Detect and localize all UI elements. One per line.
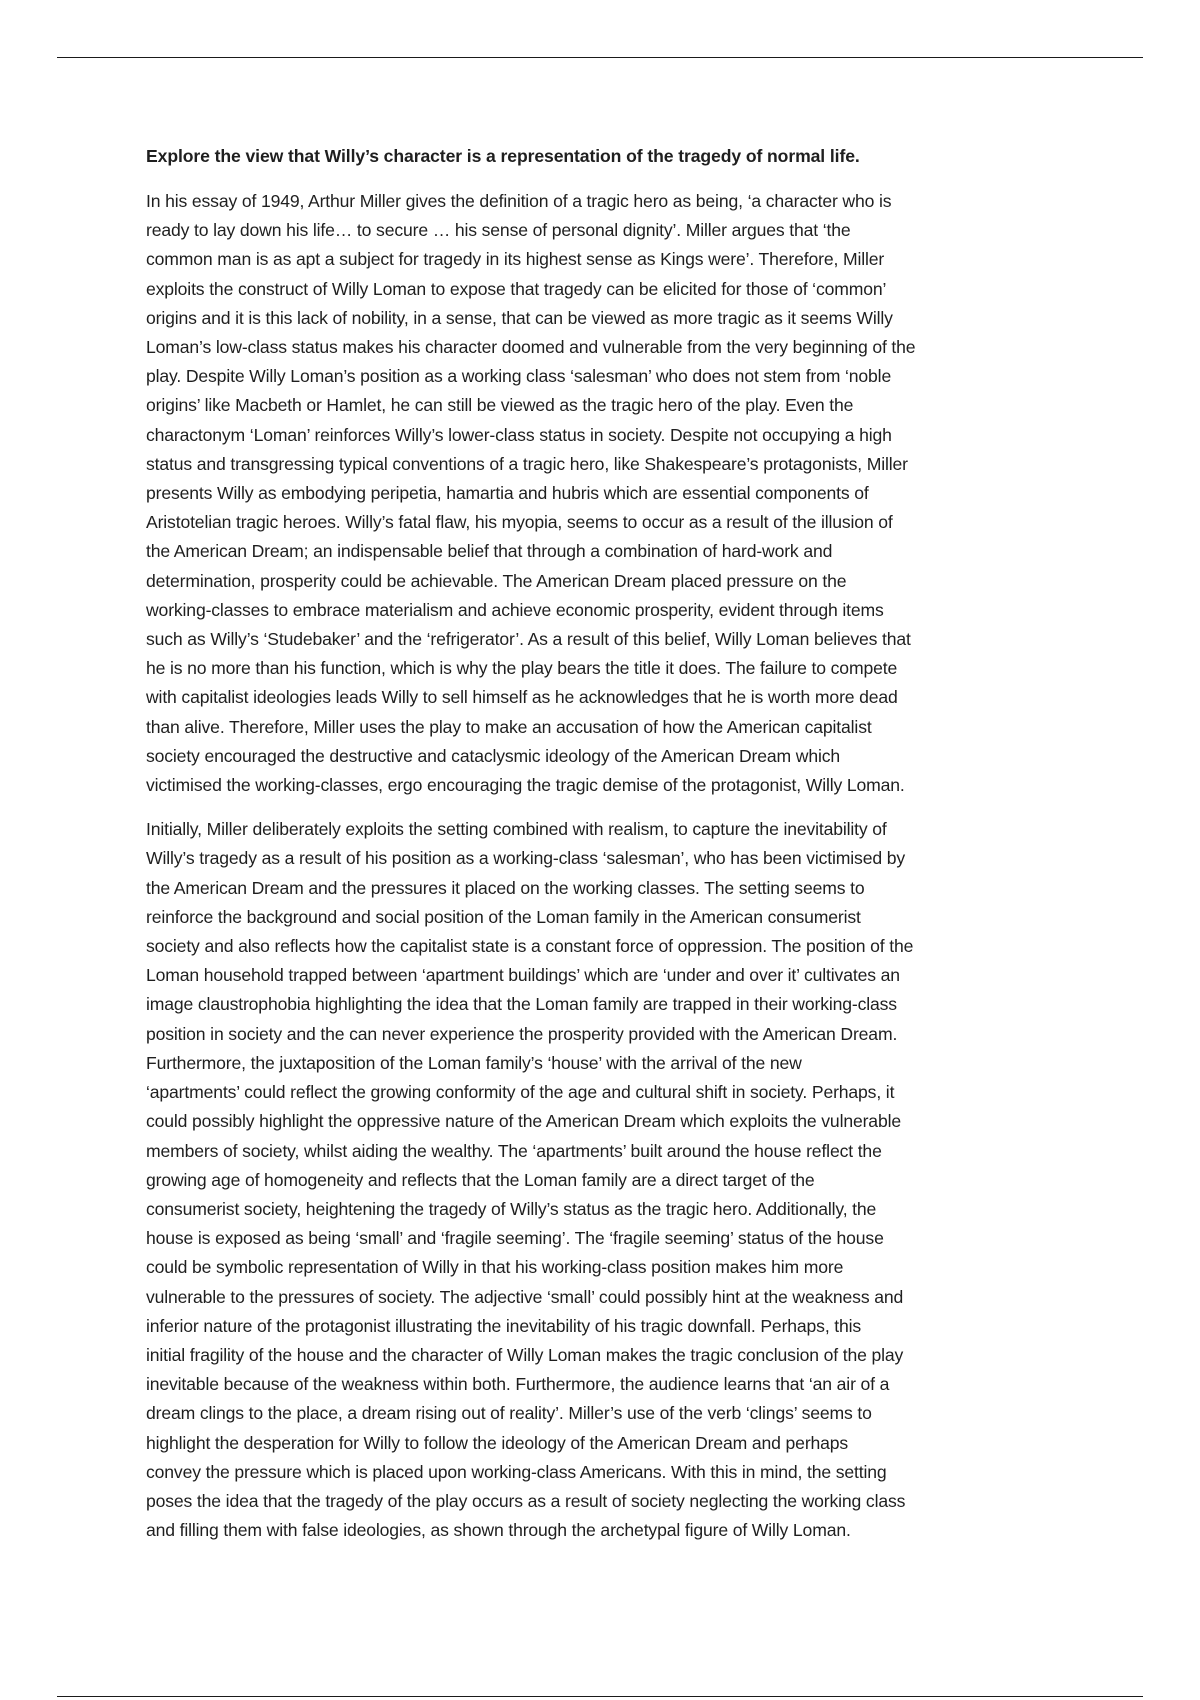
paragraph-line: image claustrophobia highlighting the idea that the Loman family are trapped in their working-class <box>146 994 897 1015</box>
paragraph-line: Loman household trapped between ‘apartment buildings’ which are ‘under and over it’ cultivates an <box>146 965 900 986</box>
paragraph-line: house is exposed as being ‘small’ and ‘fragile seeming’. The ‘fragile seeming’ status of the house <box>146 1228 884 1249</box>
paragraph-line: status and transgressing typical conventions of a tragic hero, like Shakespeare’s protagonists, Miller <box>146 453 908 474</box>
paragraph-line: common man is as apt a subject for tragedy in its highest sense as Kings were’. Therefore, Miller <box>146 249 885 270</box>
paragraph-line: play. Despite Willy Loman’s position as a working class ‘salesman’ who does not stem from ‘noble <box>146 366 892 387</box>
paragraph-line: ‘apartments’ could reflect the growing conformity of the age and cultural shift in society. Perhaps, it <box>146 1082 895 1103</box>
paragraph-line: and filling them with false ideologies, as shown through the archetypal figure of Willy Loman. <box>146 1520 851 1541</box>
paragraph-line: ready to lay down his life… to secure … his sense of personal dignity’. Miller argues that ‘the <box>146 220 851 241</box>
paragraph-2 <box>146 815 1066 1545</box>
paragraph-line: position in society and the can never experience the prosperity provided with the American Dream. <box>146 1023 898 1044</box>
paragraph-line: such as Willy’s ‘Studebaker’ and the ‘refrigerator’. As a result of this belief, Willy Loman believes that <box>146 629 911 650</box>
essay-question-heading: Explore the view that Willy’s character is a representation of the tragedy of normal life. <box>146 146 860 166</box>
bottom-rule <box>57 1696 1143 1697</box>
paragraph-line: Loman’s low-class status makes his character doomed and vulnerable from the very beginning of the <box>146 337 916 358</box>
paragraph-line: could possibly highlight the oppressive nature of the American Dream which exploits the vulnerable <box>146 1111 901 1132</box>
paragraph-line: Initially, Miller deliberately exploits the setting combined with realism, to capture the inevitability of <box>146 819 887 840</box>
paragraph-line: members of society, whilst aiding the wealthy. The ‘apartments’ built around the house reflect the <box>146 1140 882 1161</box>
paragraph-line: could be symbolic representation of Willy in that his working-class position makes him more <box>146 1257 844 1278</box>
paragraph-line: reinforce the background and social position of the Loman family in the American consumerist <box>146 906 861 927</box>
paragraph-line: presents Willy as embodying peripetia, hamartia and hubris which are essential components of <box>146 483 869 504</box>
paragraph-line: convey the pressure which is placed upon working-class Americans. With this in mind, the setting <box>146 1461 887 1482</box>
paragraph-line: determination, prosperity could be achievable. The American Dream placed pressure on the <box>146 570 847 591</box>
paragraph-line: than alive. Therefore, Miller uses the play to make an accusation of how the American capitalist <box>146 716 872 737</box>
paragraph-line: society encouraged the destructive and cataclysmic ideology of the American Dream which <box>146 745 840 766</box>
paragraph-line: origins and it is this lack of nobility, in a sense, that can be viewed as more tragic as it seems Willy <box>146 307 893 328</box>
document-body <box>146 142 1066 1560</box>
paragraph-line: initial fragility of the house and the character of Willy Loman makes the tragic conclusion of the play <box>146 1344 904 1365</box>
paragraph-line: charactonym ‘Loman’ reinforces Willy’s lower-class status in society. Despite not occupying a high <box>146 424 892 445</box>
paragraph-line: the American Dream; an indispensable belief that through a combination of hard-work and <box>146 541 833 562</box>
paragraph-line: exploits the construct of Willy Loman to expose that tragedy can be elicited for those of ‘common’ <box>146 278 887 299</box>
paragraph-line: Willy’s tragedy as a result of his position as a working-class ‘salesman’, who has been victimised by <box>146 848 905 869</box>
paragraph-line: consumerist society, heightening the tragedy of Willy’s status as the tragic hero. Additionally, the <box>146 1198 877 1219</box>
paragraph-1 <box>146 187 1066 800</box>
paragraph-container <box>146 187 1066 1545</box>
paragraph-line: dream clings to the place, a dream rising out of reality’. Miller’s use of the verb ‘clings’ seems to <box>146 1403 872 1424</box>
paragraph-line: highlight the desperation for Willy to follow the ideology of the American Dream and perhaps <box>146 1432 849 1453</box>
paragraph-line: Furthermore, the juxtaposition of the Loman family’s ‘house’ with the arrival of the new <box>146 1052 802 1073</box>
paragraph-line: with capitalist ideologies leads Willy to sell himself as he acknowledges that he is worth more dead <box>146 687 898 708</box>
paragraph-line: inevitable because of the weakness within both. Furthermore, the audience learns that ‘an air of a <box>146 1374 890 1395</box>
paragraph-line: Aristotelian tragic heroes. Willy’s fatal flaw, his myopia, seems to occur as a result of the illusion of <box>146 512 893 533</box>
paragraph-line: vulnerable to the pressures of society. The adjective ‘small’ could possibly hint at the weakness and <box>146 1286 904 1307</box>
paragraph-line: he is no more than his function, which is why the play bears the title it does. The failure to compete <box>146 658 898 679</box>
paragraph-line: growing age of homogeneity and reflects that the Loman family are a direct target of the <box>146 1169 815 1190</box>
paragraph-line: working-classes to embrace materialism and achieve economic prosperity, evident through items <box>146 599 884 620</box>
paragraph-line: victimised the working-classes, ergo encouraging the tragic demise of the protagonist, Willy Loman. <box>146 775 905 796</box>
paragraph-line: the American Dream and the pressures it placed on the working classes. The setting seems to <box>146 877 865 898</box>
paragraph-line: inferior nature of the protagonist illustrating the inevitability of his tragic downfall. Perhaps, this <box>146 1315 862 1336</box>
paragraph-line: society and also reflects how the capitalist state is a constant force of oppression. The position of the <box>146 936 914 957</box>
paragraph-line: origins’ like Macbeth or Hamlet, he can still be viewed as the tragic hero of the play. Even the <box>146 395 854 416</box>
paragraph-line: In his essay of 1949, Arthur Miller gives the definition of a tragic hero as being, ‘a character who is <box>146 191 892 211</box>
paragraph-line: poses the idea that the tragedy of the play occurs as a result of society neglecting the working class <box>146 1490 906 1511</box>
top-rule <box>57 57 1143 58</box>
